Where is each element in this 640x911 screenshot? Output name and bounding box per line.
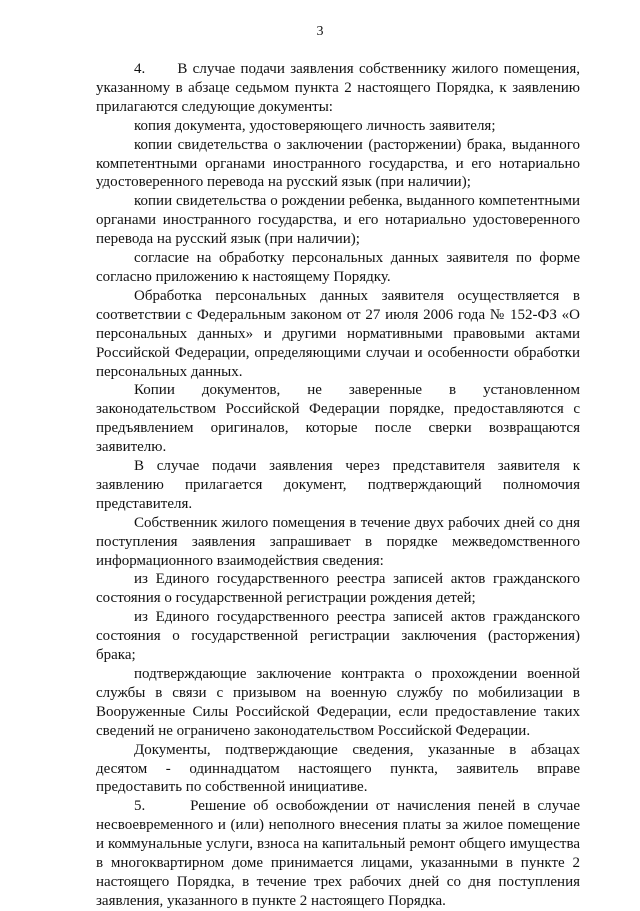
document-body [96, 60, 580, 911]
list-item-marriage-certificate: копии свидетельства о заключении (расторжении) брака, выданного компетентными органами иностранного государства, и его нотариально удостоверенного перевода на русский язык (при наличии); [96, 136, 580, 191]
list-item-marriage-registry: из Единого государственного реестра записей актов гражданского состояния о государственной регистрации заключения (расторжения) брака; [96, 609, 580, 664]
paragraph-own-initiative: Документы, подтверждающие сведения, указанные в абзацах десятом - одиннадцатом настоящего пункта, заявитель вправе предоставить по собственной инициативе. [96, 741, 580, 796]
list-item-consent: согласие на обработку персональных данных заявителя по форме согласно приложению к настоящему Порядку. [96, 250, 580, 285]
paragraph-4-intro: 4. В случае подачи заявления собственнику жилого помещения, указанному в абзаце седьмом пункта 2 настоящего Порядка, к заявлению прилагаются следующие документы: [96, 61, 580, 115]
paragraph-personal-data: Обработка персональных данных заявителя осуществляется в соответствии с Федеральным законом от 27 июля 2006 года № 152-ФЗ «О персональных данных» и другими нормативными правовыми актами Российской Федерации, определяющими случаи и особенности обработки персональных данных. [96, 287, 580, 380]
paragraph-interagency-request: Собственник жилого помещения в течение двух рабочих дней со дня поступления заявления запрашивает в порядке межведомственного информационного взаимодействия сведения: [96, 514, 580, 569]
list-item-birth-certificate: копии свидетельства о рождении ребенка, выданного компетентными органами иностранного государства, и его нотариально удостоверенного перевода на русский язык (при наличии); [96, 193, 580, 248]
list-item-military-contract: подтверждающие заключение контракта о прохождении военной службы в связи с призывом на военную службу по мобилизации в Вооруженные Силы Российской Федерации, если предоставление таких сведений не ограничено законодательством Российской Федерации. [96, 666, 580, 739]
paragraph-copies: Копии документов, не заверенные в установленном законодательством Российской Федерации порядке, предоставляются с предъявлением оригиналов, которые после сверки возвращаются заявителю. [96, 382, 580, 456]
paragraph-representative: В случае подачи заявления через представителя заявителя к заявлению прилагается документ, подтверждающий полномочия представителя. [96, 458, 580, 512]
list-item-birth-registry: из Единого государственного реестра записей актов гражданского состояния о государственной регистрации рождения детей; [96, 571, 580, 607]
page-number: 3 [316, 24, 324, 39]
paragraph-5-decision: 5. Решение об освобождении от начисления пеней в случае несвоевременного и (или) неполного внесения платы за жилое помещение и коммунальные услуги, взноса на капитальный ремонт общего имущества в многоквартирном доме принимается лицами, указанными в пункте 2 настоящего Порядка, в течение трех рабочих дней со дня поступления заявления, указанного в пункте 2 настоящего Порядка. [96, 798, 580, 909]
list-item-identity-copy: копия документа, удостоверяющего личность заявителя; [134, 117, 496, 134]
